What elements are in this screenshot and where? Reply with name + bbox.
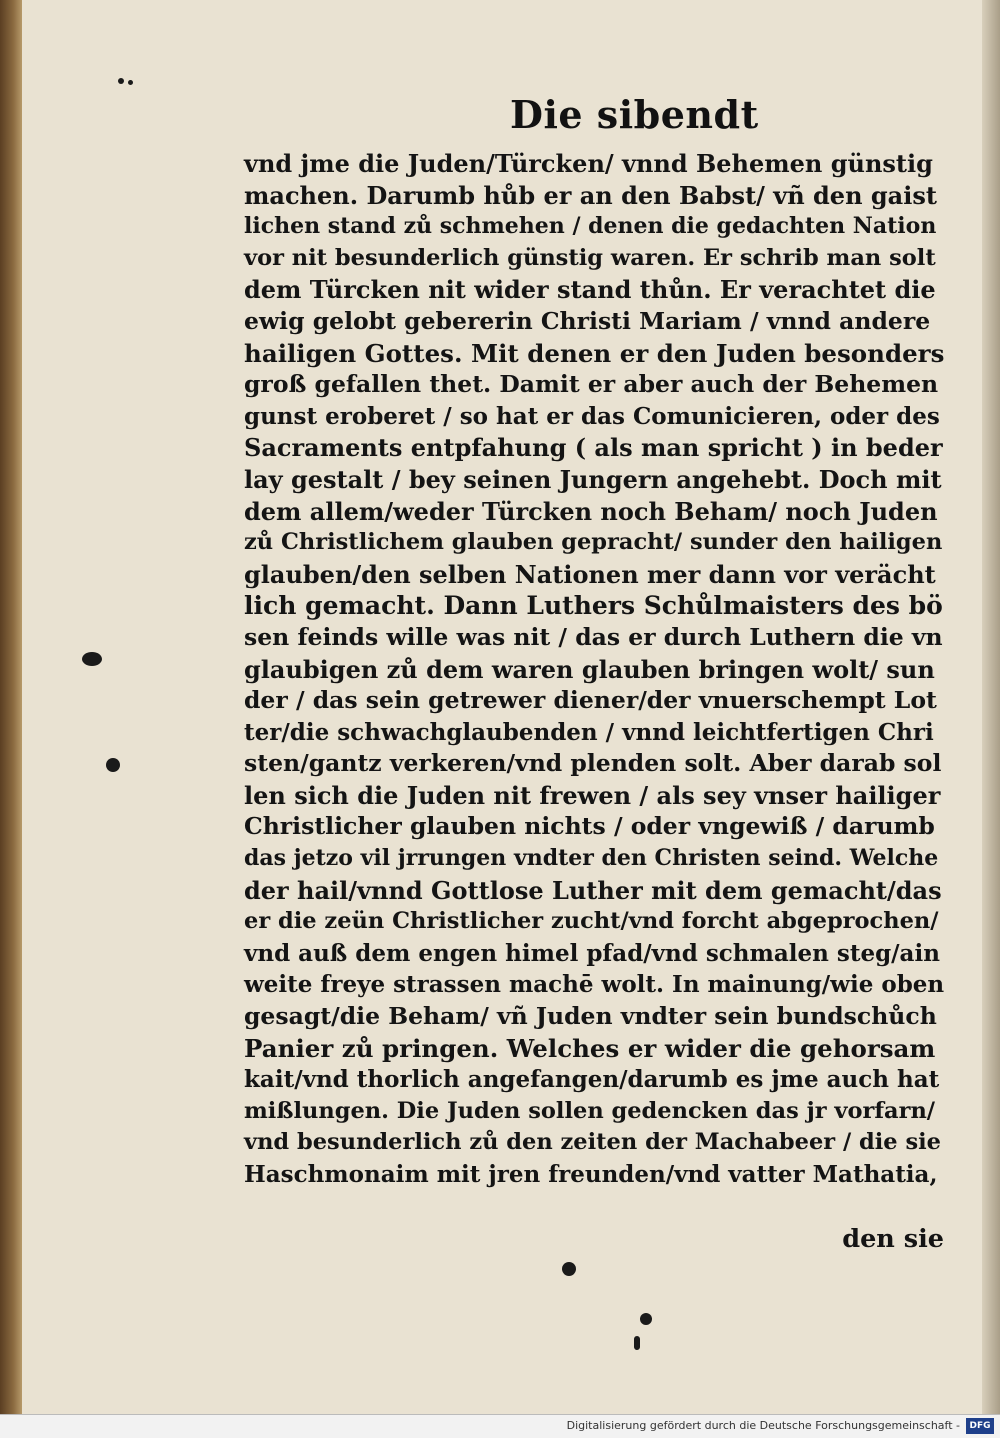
text-line: lichen stand zů schmehen / denen die gedachten Nation [244, 213, 937, 240]
text-line: der hail/vnnd Gottlose Luther mit dem gemacht/das [244, 875, 942, 905]
ink-stain [82, 652, 102, 666]
text-line: dem Türcken nit wider stand thůn. Er verachtet die [244, 275, 936, 305]
text-line: sten/gantz verkeren/vnd plenden solt. Aber darab sol [244, 749, 942, 778]
text-line: machen. Darumb hůb er an den Babst/ vñ den gaist [244, 180, 937, 210]
text-line: hailigen Gottes. Mit denen er den Juden besonders [244, 338, 945, 368]
text-line: vnd besunderlich zů den zeiten der Machabeer / die sie [244, 1129, 941, 1156]
text-line: lay gestalt / bey seinen Jungern angehebt. Doch mit [244, 464, 942, 494]
ink-stain [106, 758, 120, 772]
book-binding-edge [0, 0, 22, 1414]
text-line: weite freye strassen machē wolt. In mainung/wie oben [244, 971, 945, 999]
running-title: Die sibendt [510, 92, 759, 137]
ink-stain [634, 1336, 640, 1350]
text-line: groß gefallen thet. Damit er aber auch der Behemen [244, 370, 939, 399]
text-line: Panier zů pringen. Welches er wider die gehorsam [244, 1033, 936, 1063]
footer-credit: Digitalisierung gefördert durch die Deutsche Forschungsgemeinschaft - [566, 1419, 960, 1432]
text-line: glaubigen zů dem waren glauben bringen wolt/ sun [244, 654, 935, 684]
catchword: den sie [842, 1224, 944, 1254]
text-line: dem allem/weder Türcken noch Beham/ noch Juden [244, 496, 938, 526]
text-line: ewig gelobt gebererin Christi Mariam / vnnd andere [244, 306, 931, 335]
text-line: sen feinds wille was nit / das er durch Luthern die vn [244, 622, 943, 651]
text-line: Christlicher glauben nichts / oder vngewiß / darumb [244, 812, 935, 841]
body-text [244, 148, 944, 1191]
page-right-edge [982, 0, 1000, 1414]
text-line: kait/vnd thorlich angefangen/darumb es jme auch hat [244, 1066, 940, 1094]
ink-stain [640, 1313, 652, 1325]
ink-stain [562, 1262, 576, 1276]
text-line: mißlungen. Die Juden sollen gedencken das jr vorfarn/ [244, 1097, 936, 1124]
text-line: Sacraments entpfahung ( als man spricht ) in beder [244, 433, 943, 463]
text-line: vnd jme die Juden/Türcken/ vnnd Behemen günstig [244, 149, 933, 178]
text-line: gunst eroberet / so hat er das Comunicieren, oder des [244, 402, 940, 430]
text-line: zů Christlichem glauben gepracht/ sunder den hailigen [244, 529, 943, 556]
text-line: glauben/den selben Nationen mer dann vor verächt [244, 559, 936, 589]
text-line: Haschmonaim mit jren freunden/vnd vatter Mathatia, [244, 1161, 938, 1188]
text-line: er die zeün Christlicher zucht/vnd forcht abgeprochen/ [244, 908, 939, 935]
dfg-logo: DFG [966, 1418, 994, 1434]
text-line: ter/die schwachglaubenden / vnnd leichtfertigen Chri [244, 718, 934, 746]
text-line: der / das sein getrewer diener/der vnuerschempt Lot [244, 686, 937, 715]
text-line: vnd auß dem engen himel pfad/vnd schmalen steg/ain [244, 939, 940, 967]
text-line: len sich die Juden nit frewen / als sey vnser hailiger [244, 780, 941, 810]
text-line: lich gemacht. Dann Luthers Schůlmaisters des bö [244, 591, 943, 621]
ink-dot [128, 80, 133, 85]
text-line: vor nit besunderlich günstig waren. Er schrib man solt [244, 244, 936, 271]
text-line: gesagt/die Beham/ vñ Juden vndter sein bundschůch [244, 1002, 937, 1031]
text-line: das jetzo vil jrrungen vndter den Christen seind. Welche [244, 845, 939, 872]
footer-bar [0, 1414, 1000, 1438]
ink-dot [118, 78, 124, 84]
